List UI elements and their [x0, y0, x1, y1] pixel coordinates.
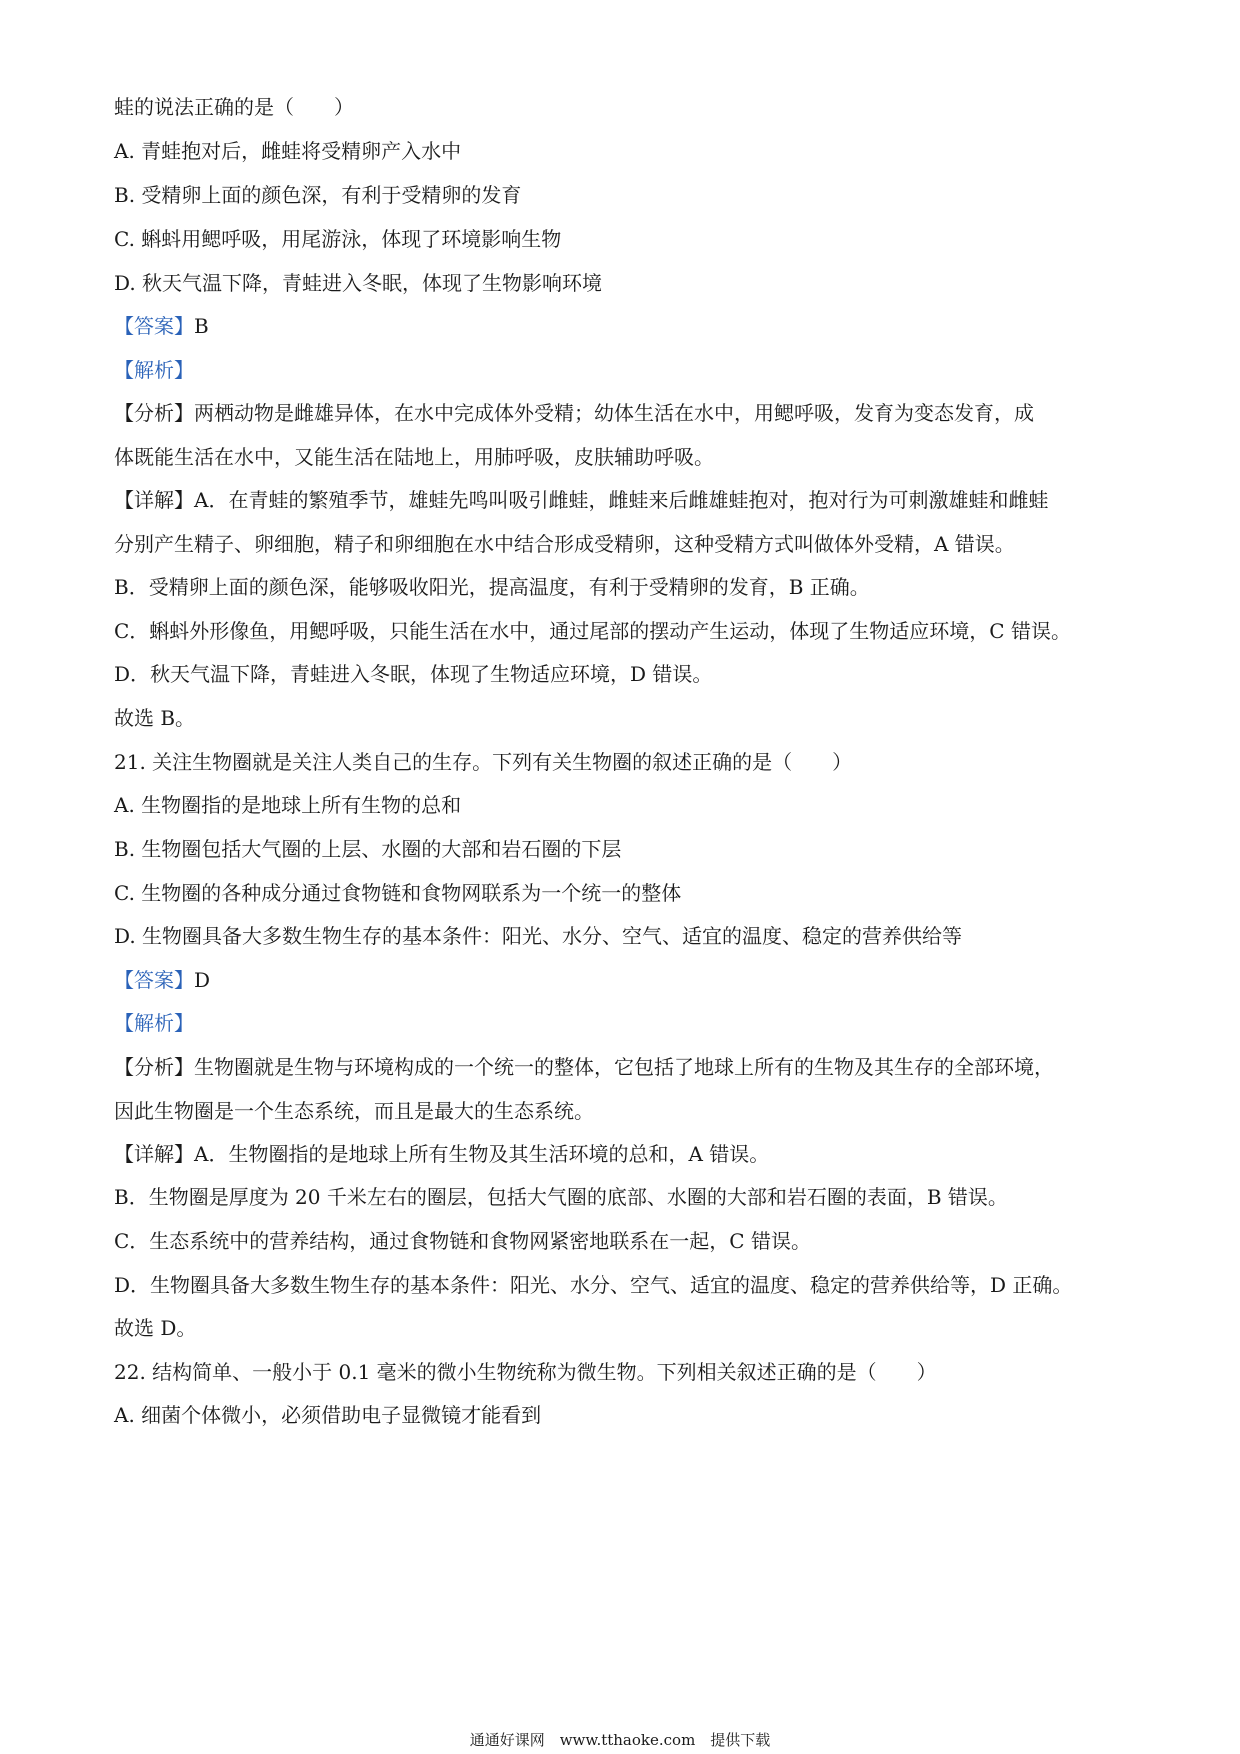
answer-tag: 【答案】: [114, 314, 194, 338]
q21-answer: [114, 967, 210, 993]
q21-conclusion: 故选 D。: [114, 1316, 197, 1340]
xiangjie-text: A．生物圈指的是地球上所有生物及其生活环境的总和，A 错误。: [194, 1142, 770, 1166]
q21-xiangjie-line-3: C．生态系统中的营养结构，通过食物链和食物网紧密地联系在一起，C 错误。: [114, 1229, 811, 1253]
q21-option-c: C. 生物圈的各种成分通过食物链和食物网联系为一个统一的整体: [114, 881, 682, 905]
q20-xiangjie-line-2: 分别产生精子、卵细胞，精子和卵细胞在水中结合形成受精卵，这种受精方式叫做体外受精，A 错误。: [114, 532, 1015, 556]
q22-stem: 22. 结构简单、一般小于 0.1 毫米的微小生物统称为微生物。下列相关叙述正确的是（ ）: [114, 1360, 937, 1384]
q20-xiangjie-line-1: [114, 487, 1048, 513]
fenxi-tag: 【分析】: [114, 401, 194, 425]
q20-option-b: B. 受精卵上面的颜色深，有利于受精卵的发育: [114, 183, 522, 207]
q20-option-c: C. 蝌蚪用鳃呼吸，用尾游泳，体现了环境影响生物: [114, 227, 562, 251]
answer-tag: 【答案】: [114, 968, 194, 992]
fenxi-tag: 【分析】: [114, 1055, 194, 1079]
q20-conclusion: 故选 B。: [114, 706, 196, 730]
xiangjie-text: A．在青蛙的繁殖季节，雄蛙先鸣叫吸引雌蛙，雌蛙来后雌雄蛙抱对，抱对行为可刺激雄蛙和雌蛙: [194, 488, 1049, 512]
q21-option-d: D. 生物圈具备大多数生物生存的基本条件：阳光、水分、空气、适宜的温度、稳定的营养供给等: [114, 924, 963, 948]
xiangjie-tag: 【详解】: [114, 1142, 194, 1166]
fenxi-text: 生物圈就是生物与环境构成的一个统一的整体，它包括了地球上所有的生物及其生存的全部环境，: [194, 1055, 1054, 1079]
q20-option-a: A. 青蛙抱对后，雌蛙将受精卵产入水中: [114, 139, 462, 163]
q20-option-d: D. 秋天气温下降，青蛙进入冬眠，体现了生物影响环境: [114, 271, 603, 295]
page-footer: 通通好课网 www.tthaoke.com 提供下载: [469, 1731, 771, 1749]
q21-option-a: A. 生物圈指的是地球上所有生物的总和: [114, 793, 462, 817]
q20-fenxi-line-1: [114, 400, 1034, 426]
q21-fenxi-line-1: [114, 1054, 1054, 1080]
q21-stem: 21. 关注生物圈就是关注人类自己的生存。下列有关生物圈的叙述正确的是（ ）: [114, 750, 853, 774]
q21-xiangjie-line-2: B．生物圈是厚度为 20 千米左右的圈层，包括大气圈的底部、水圈的大部和岩石圈的表面，B 错误。: [114, 1185, 1008, 1209]
answer-value: B: [194, 314, 209, 338]
xiangjie-tag: 【详解】: [114, 488, 194, 512]
answer-value: D: [194, 968, 211, 992]
q20-xiangjie-line-4: C．蝌蚪外形像鱼，用鳃呼吸，只能生活在水中，通过尾部的摆动产生运动，体现了生物适应环境，C 错误。: [114, 619, 1071, 643]
q20-xiangjie-line-5: D．秋天气温下降，青蛙进入冬眠，体现了生物适应环境，D 错误。: [114, 662, 713, 686]
q21-analysis-tag: 【解析】: [114, 1011, 194, 1035]
q20-analysis-tag: 【解析】: [114, 358, 194, 382]
q22-option-a: A. 细菌个体微小，必须借助电子显微镜才能看到: [114, 1403, 542, 1427]
q20-xiangjie-line-3: B．受精卵上面的颜色深，能够吸收阳光，提高温度，有利于受精卵的发育，B 正确。: [114, 575, 870, 599]
fenxi-text: 两栖动物是雌雄异体，在水中完成体外受精；幼体生活在水中，用鳃呼吸，发育为变态发育，成: [194, 401, 1034, 425]
q21-option-b: B. 生物圈包括大气圈的上层、水圈的大部和岩石圈的下层: [114, 837, 622, 861]
q21-fenxi-line-2: 因此生物圈是一个生态系统，而且是最大的生态系统。: [114, 1099, 594, 1123]
q20-fenxi-line-2: 体既能生活在水中，又能生活在陆地上，用肺呼吸，皮肤辅助呼吸。: [114, 445, 714, 469]
q20-stem-tail: 蛙的说法正确的是（ ）: [114, 95, 354, 119]
q21-xiangjie-line-4: D．生物圈具备大多数生物生存的基本条件：阳光、水分、空气、适宜的温度、稳定的营养供给等，D 正确。: [114, 1273, 1073, 1297]
q21-xiangjie-line-1: [114, 1141, 769, 1167]
q20-answer: [114, 313, 209, 339]
